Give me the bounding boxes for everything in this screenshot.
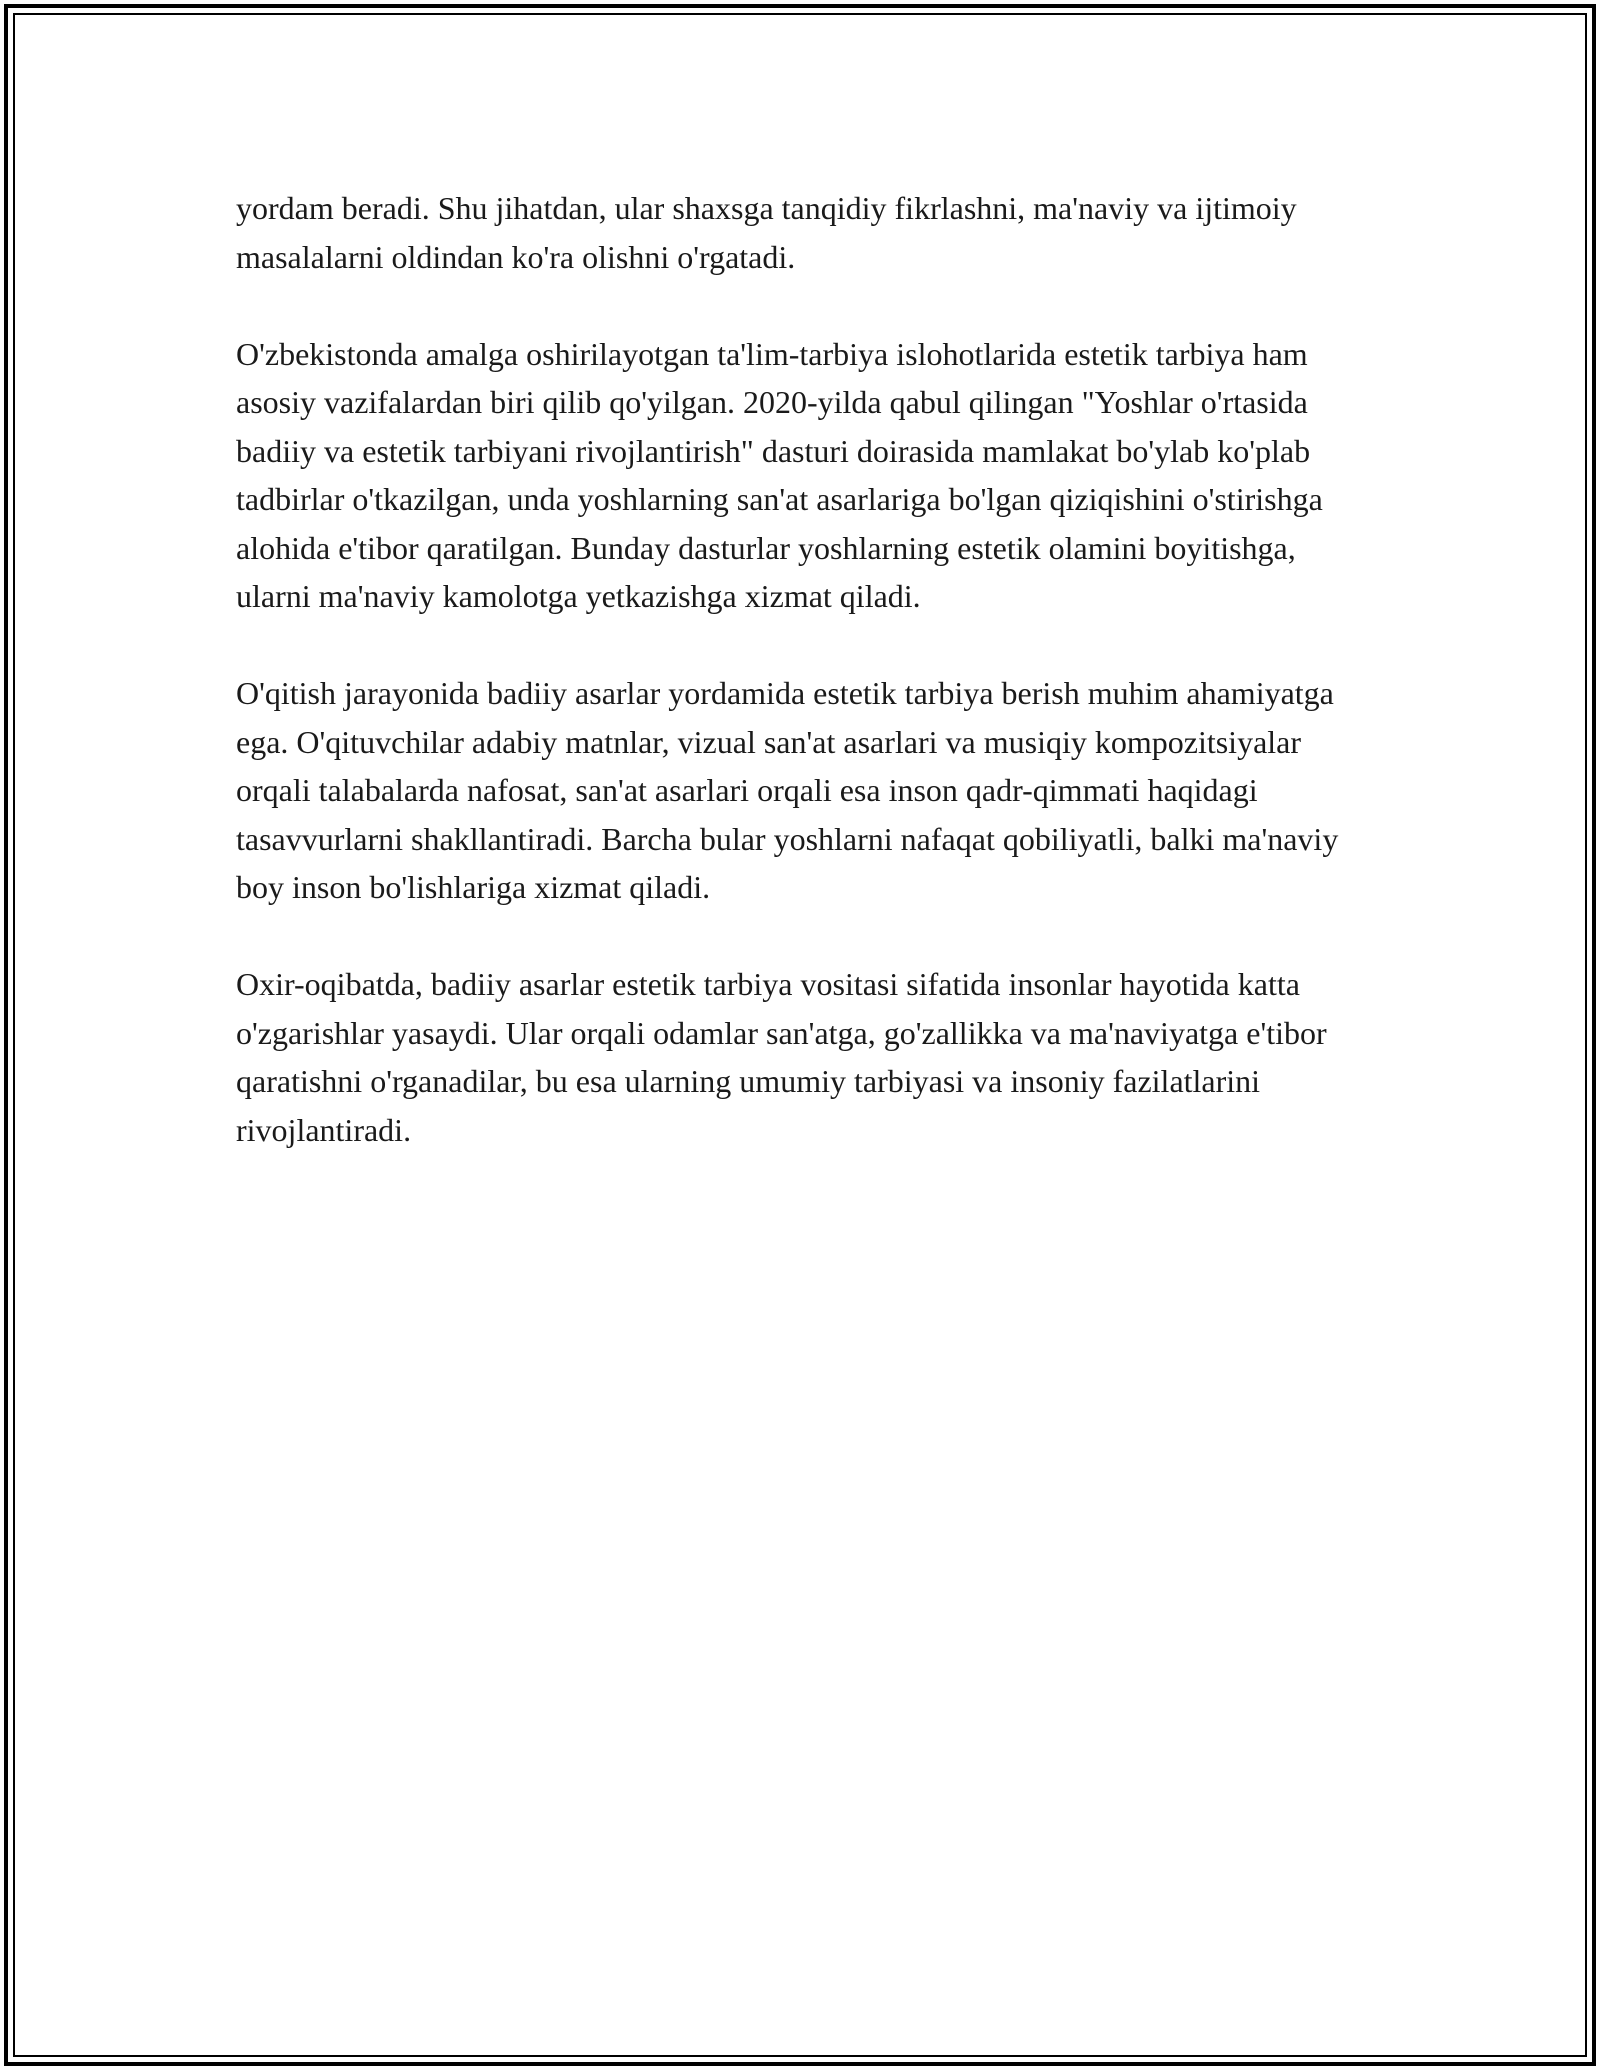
document-body — [236, 184, 1364, 1203]
paragraph: O'qitish jarayonida badiiy asarlar yordamida estetik tarbiya berish muhim ahamiyatga ega. O'qituvchilar adabiy matnlar, vizual san'at asarlari va musiqiy kompozitsiyalar orqali talabalarda nafosat, san'at asarlari orqali esa inson qadr-qimmati haqidagi tasavvurlarni shakllantiradi. Barcha bular yoshlarni nafaqat qobiliyatli, balki ma'naviy boy inson bo'lishlariga xizmat qiladi. — [236, 675, 1339, 905]
paragraph: Oxir-oqibatda, badiiy asarlar estetik tarbiya vositasi sifatida insonlar hayotida katta o'zgarishlar yasaydi. Ular orqali odamlar san'atga, go'zallikka va ma'naviyatga e'tibor qaratishni o'rganadilar, bu esa ularning umumiy tarbiyasi va insoniy fazilatlarini rivojlantiradi. — [236, 966, 1327, 1148]
paragraph: yordam beradi. Shu jihatdan, ular shaxsga tanqidiy fikrlashni, ma'naviy va ijtimoiy masalalarni oldindan ko'ra olishni o'rgatadi. — [236, 190, 1297, 275]
paragraph: O'zbekistonda amalga oshirilayotgan ta'lim-tarbiya islohotlarida estetik tarbiya ham asosiy vazifalardan biri qilib qo'yilgan. 2020-yilda qabul qilingan "Yoshlar o'rtasida badiiy va estetik tarbiyani rivojlantirish" dasturi doirasida mamlakat bo'ylab ko'plab tadbirlar o'tkazilgan, unda yoshlarning san'at asarlariga bo'lgan qiziqishini o'stirishga alohida e'tibor qaratilgan. Bunday dasturlar yoshlarning estetik olamini boyitishga, ularni ma'naviy kamolotga yetkazishga xizmat qiladi. — [236, 335, 1323, 614]
